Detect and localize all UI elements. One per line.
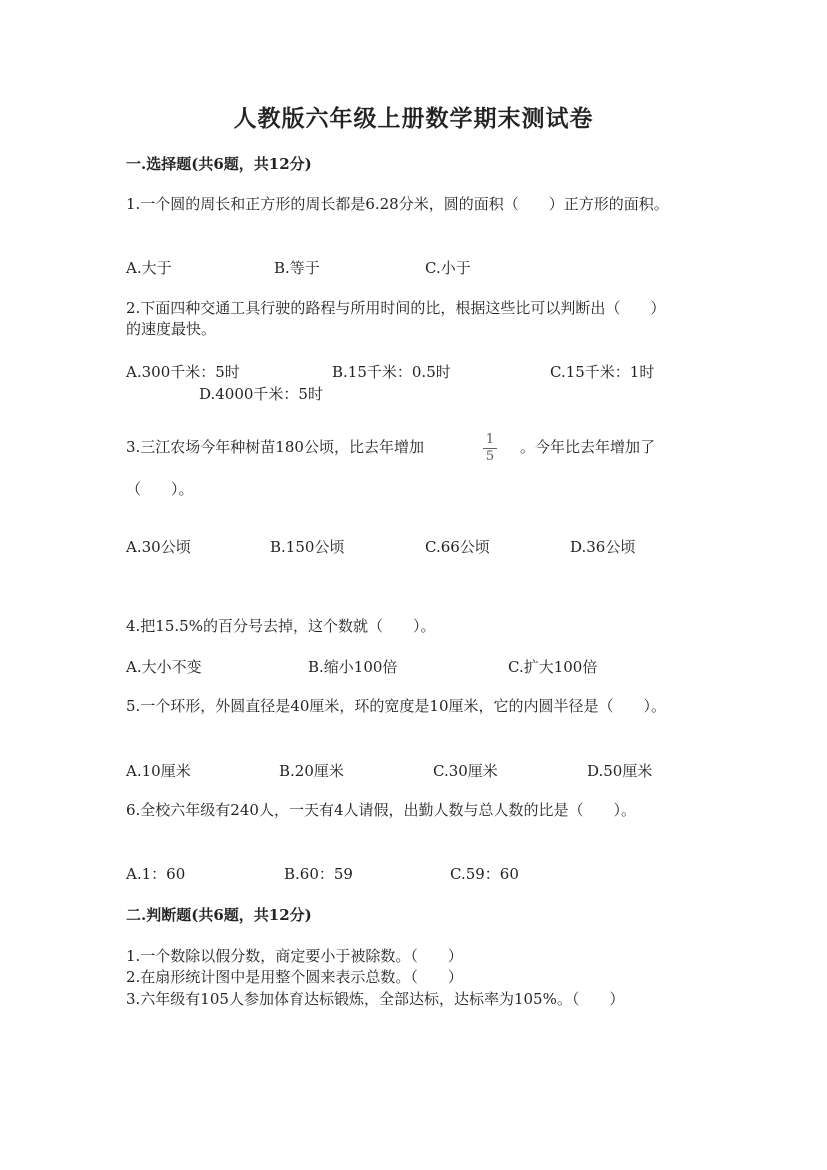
q4-option-c[interactable]: C.扩大100倍 (508, 658, 598, 676)
question-4-text: 4.把15.5%的百分号去掉，这个数就（ ）。 (126, 617, 436, 635)
q5-option-d[interactable]: D.50厘米 (587, 762, 653, 780)
judgement-item: 3.六年级有105人参加体育达标锻炼，全部达标，达标率为105%。（ ） (126, 990, 625, 1008)
question-3-text-after: 。今年比去年增加了 (520, 438, 656, 456)
question-5-text: 5.一个环形，外圆直径是40厘米，环的宽度是10厘米，它的内圆半径是（ ）。 (126, 697, 666, 715)
question-2-text: 2.下面四种交通工具行驶的路程与所用时间的比，根据这些比可以判断出（ ）的速度最快。 (126, 299, 666, 338)
judgement-item: 2.在扇形统计图中是用整个圆来表示总数。（ ） (126, 968, 463, 986)
q2-option-a[interactable]: A.300千米：5时 (126, 363, 240, 381)
q5-option-b[interactable]: B.20厘米 (279, 762, 344, 780)
q2-option-b[interactable]: B.15千米：0.5时 (332, 363, 451, 381)
q1-option-a[interactable]: A.大于 (126, 259, 172, 277)
q2-option-c[interactable]: C.15千米：1时 (550, 363, 655, 381)
q4-option-b[interactable]: B.缩小100倍 (308, 658, 398, 676)
fraction-numerator: 1 (485, 432, 495, 447)
q2-option-d[interactable]: D.4000千米：5时 (199, 385, 323, 403)
q6-option-a[interactable]: A.1：60 (126, 865, 186, 883)
question-6-text: 6.全校六年级有240人，一天有4人请假，出勤人数与总人数的比是（ ）。 (126, 801, 636, 819)
fraction-one-fifth (483, 433, 497, 464)
judgement-item: 1.一个数除以假分数，商定要小于被除数。（ ） (126, 947, 463, 965)
q3-option-b[interactable]: B.150公顷 (270, 538, 345, 556)
question-3-blank: （ ）。 (126, 480, 194, 498)
question-1-text: 1.一个圆的周长和正方形的周长都是6.28分米，圆的面积（ ）正方形的面积。 (126, 195, 669, 213)
q3-option-c[interactable]: C.66公顷 (425, 538, 490, 556)
q5-option-a[interactable]: A.10厘米 (126, 762, 191, 780)
q4-option-a[interactable]: A.大小不变 (126, 658, 202, 676)
q1-option-c[interactable]: C.小于 (425, 259, 471, 277)
question-3-text-before: 3.三江农场今年种树苗180公顷，比去年增加 (126, 438, 424, 456)
q3-option-d[interactable]: D.36公顷 (570, 538, 636, 556)
section-heading-choice: 一.选择题(共6题，共12分) (126, 155, 312, 173)
q6-option-b[interactable]: B.60：59 (284, 865, 353, 883)
q1-option-b[interactable]: B.等于 (274, 259, 320, 277)
section-heading-judgement: 二.判断题(共6题，共12分) (126, 906, 312, 924)
page-title: 人教版六年级上册数学期末测试卷 (233, 105, 594, 132)
q3-option-a[interactable]: A.30公顷 (126, 538, 191, 556)
q5-option-c[interactable]: C.30厘米 (433, 762, 498, 780)
fraction-denominator: 5 (485, 449, 495, 464)
q6-option-c[interactable]: C.59：60 (450, 865, 519, 883)
